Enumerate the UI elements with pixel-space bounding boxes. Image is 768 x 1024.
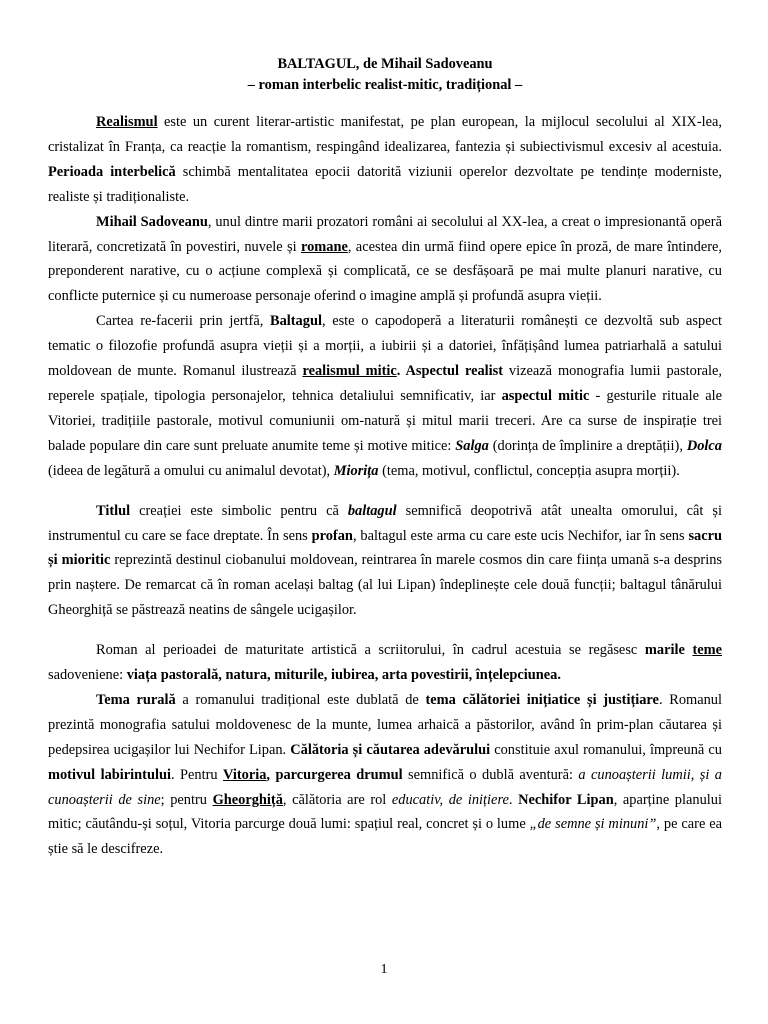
paragraphs-container [48,110,722,862]
text-run: Baltagul [269,313,322,330]
text-run: sadoveniene: [48,667,127,684]
text-run: Titlul [96,502,131,519]
text-run: Dolca [686,437,722,454]
text-run: baltagul [347,502,397,519]
paragraph-4 [48,499,722,624]
title-line-2: – roman interbelic realist-mitic, tradițional – [247,77,523,93]
text-run: Cartea re-facerii prin jertfă, [96,313,270,330]
text-run: Realismul [96,114,158,130]
text-run: teme [692,642,722,659]
text-run: Salga [455,437,489,454]
text-run: vizează monografia lumii pastorale, reperele spațiale, tipologia personajelor, tehnica detaliului semnificativ, iar [48,363,722,404]
text-run: , este o capodoperă a literaturii românești ce dezvoltă sub aspect tematic o filozofie profundă asupra vieții și a morții, a iubirii și a datoriei, înfățișând lumea patriarhală a satului moldovean de munte. Romanul ilustrează [48,313,722,380]
text-run: Mihail Sadoveanu [96,213,208,230]
text-run: reprezintă destinul ciobanului moldovean, reintrarea în marele cosmos din care ființa umană s-a desprins prin naștere. De remarcat că în roman același baltag (al lui Lipan) îndeplinește cele două funcții; baltagul tânărului Gheorghiță se păstrează neatins de sângele ucigașilor. [48,552,722,619]
text-run: educativ, de inițiere [391,791,509,808]
text-run: este un curent literar-artistic manifestat, pe plan european, la mijlocul secolului al XIX-lea, cristalizat în Franța, ca reacție la romantism, respingând idealizarea, fantezia și subiectivismul excesiv al acestuia. [48,114,722,155]
text-run: Călătoria și căutarea adevărului [290,741,491,758]
text-run: Gheorghiță [212,791,283,808]
text-run: . [508,791,519,808]
text-run: ; pentru [160,791,213,808]
text-run: Tema rurală [96,691,176,708]
text-run: . Aspectul realist [396,363,504,380]
text-run: semnifică deopotrivă atât unealta omorului, cât și instrumentul cu care se face dreptate. În sens [48,502,722,544]
text-run: creației este simbolic pentru că [130,502,348,519]
text-run: romane [300,238,348,255]
paragraph-5 [48,638,722,688]
text-run: a romanului tradițional este dublată de [175,691,426,708]
text-run: Miorița [333,462,379,479]
text-run: . Romanul prezintă monografia satului moldovenesc de la munte, lumea arhaică a păstorilor, având în prim-plan căutarea și pedepsirea ucigașilor lui Nechifor Lipan. [48,691,722,758]
text-run: , călătoria are rol [282,791,392,808]
paragraph-2 [48,210,722,310]
text-run: profan [311,527,353,544]
page-number: 1 [380,962,388,977]
paragraph-6 [48,688,722,862]
text-run: viața pastorală, natura, miturile, iubirea, arta povestirii, înțelepciunea. [126,667,561,684]
text-run: aspectul mitic [501,387,590,404]
text-run: , unul dintre marii prozatori români ai secolului al XX-lea, a creat o impresionantă operă literară, concretizată în povestiri, nuvele și [48,213,722,255]
text-run: Perioada interbelică [48,163,176,180]
text-run: . Pentru [170,766,223,783]
text-run: , baltagul este arma cu care este ucis Nechifor, iar în sens [352,527,689,544]
text-run: - gesturile rituale ale Vitoriei, tradițiile pastorale, motivul comuniunii om-natură și mitul marii treceri. Are ca surse de inspirație trei balade populare din care sunt preluate anumite teme și motive mitice: [48,387,722,454]
text-run: , aparține planului mitic; căutându-și soțul, Vitoria parcurge două lumi: spațiul real, concret și o lume [48,791,722,833]
text-run: motivul labirintului [48,766,171,783]
text-run: Nechifor Lipan [518,791,614,808]
text-run: constituie axul romanului, împreună cu [490,741,722,758]
text-run: schimbă mentalitatea epocii datorită viziunii operelor dezvoltate pe tendințe moderniste, realiste și tradiționaliste. [48,163,722,205]
text-run: „de semne și minuni” [529,816,657,833]
paragraph-3 [48,309,722,483]
title-line-1: BALTAGUL, de Mihail Sadoveanu [277,56,493,72]
document-body [48,54,722,862]
text-run: marile [644,642,693,659]
text-run: (dorința de împlinire a dreptății), [488,437,687,454]
document-title [48,54,722,96]
text-run: realismul mitic [302,363,397,380]
text-run: , parcurgerea drumul [266,766,403,783]
paragraph-1 [48,110,722,210]
text-run: tema călătoriei inițiatice și justițiare [425,691,659,708]
text-run: Vitoria [222,766,267,783]
text-run: sacru și mioritic [48,527,723,569]
text-run: (tema, motivul, conflictul, concepția asupra morții). [378,462,680,479]
text-run: semnifică o dublă aventură: [402,766,579,783]
text-run: (ideea de legătură a omului cu animalul devotat), [48,462,334,479]
text-run: , pe care ea știe să le descifreze. [48,816,723,858]
text-run: a cunoașterii lumii, și a cunoașterii de sine [48,766,722,808]
text-run: , acestea din urmă fiind opere epice în proză, de mare întindere, preponderent narative, cu o acțiune complexă și complicată, ce se desfășoară pe mai multe planuri narative, cu conflicte puternice și cu numeroase personaje oferind o imagine amplă și profundă asupra vieții. [48,238,722,305]
text-run: Roman al perioadei de maturitate artistică a scriitorului, în cadrul acestuia se regăsesc [96,642,645,659]
